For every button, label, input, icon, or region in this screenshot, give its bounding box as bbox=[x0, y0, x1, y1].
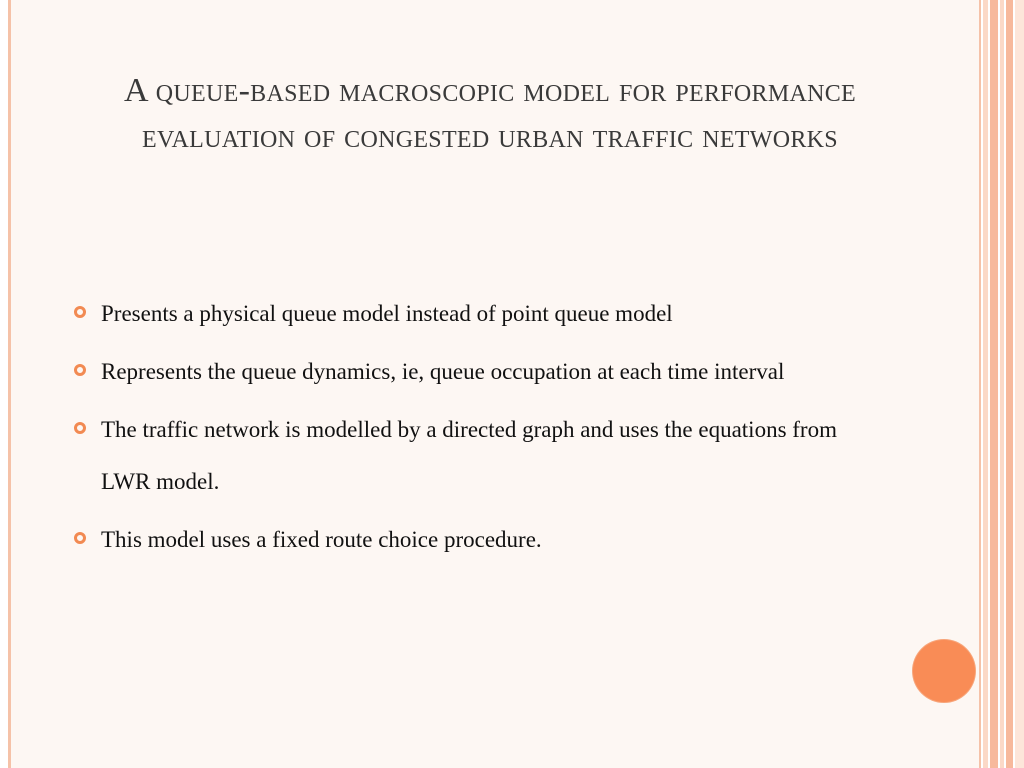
bullet-circle-icon bbox=[74, 532, 86, 544]
bullet-circle-icon bbox=[74, 422, 86, 434]
bullet-circle-icon bbox=[74, 364, 86, 376]
decor-stripe bbox=[1015, 0, 1024, 768]
bullet-text: This model uses a fixed route choice procedure. bbox=[101, 527, 542, 552]
decor-stripe bbox=[1006, 0, 1013, 768]
decor-stripe bbox=[1000, 0, 1004, 768]
bullet-item bbox=[74, 288, 874, 340]
bullet-text: Presents a physical queue model instead of point queue model bbox=[101, 301, 673, 326]
bullet-text: Represents the queue dynamics, ie, queue occupation at each time interval bbox=[101, 359, 785, 384]
slide-title: A queue-based macroscopic model for performance evaluation of congested urban traffic networks bbox=[123, 72, 857, 155]
decor-stripe bbox=[990, 0, 998, 768]
bullet-item bbox=[74, 514, 874, 566]
decorative-circle bbox=[913, 640, 975, 702]
bullet-circle-icon bbox=[74, 306, 86, 318]
bullet-item bbox=[74, 346, 874, 398]
bullet-item bbox=[74, 404, 874, 508]
bullet-text: The traffic network is modelled by a directed graph and uses the equations from LWR model. bbox=[101, 417, 837, 494]
bullet-list bbox=[74, 288, 874, 572]
decor-stripe bbox=[983, 0, 988, 768]
